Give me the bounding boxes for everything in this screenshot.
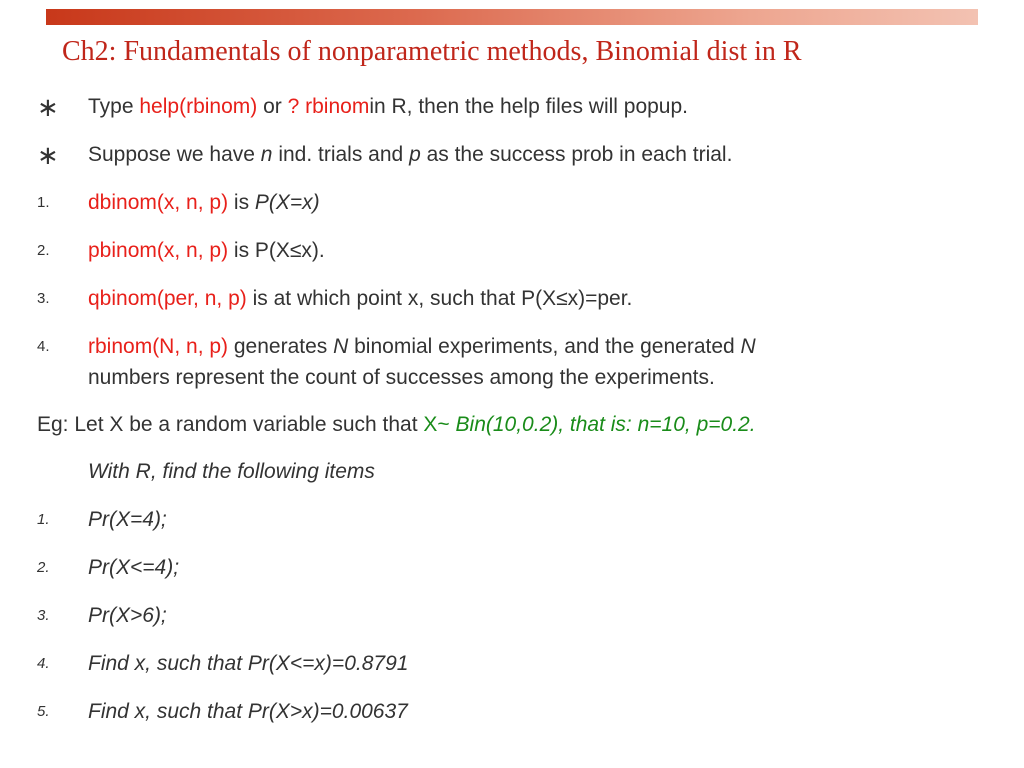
bullet-marker: ∗ bbox=[37, 92, 59, 122]
list-number: 2. bbox=[37, 242, 50, 259]
function-qbinom: qbinom(per, n, p) is at which point x, such that P(X≤x)=per. bbox=[88, 287, 633, 310]
list-number: 1. bbox=[37, 511, 50, 528]
header-gradient-bar bbox=[46, 9, 978, 25]
function-pbinom: pbinom(x, n, p) is P(X≤x). bbox=[88, 239, 325, 262]
list-number: 1. bbox=[37, 194, 50, 211]
example-item: Pr(X<=4); bbox=[88, 556, 180, 579]
distribution-spec: Bin(10,0.2), that is: n=10, p=0.2. bbox=[455, 413, 756, 436]
help-command: help(rbinom) bbox=[139, 95, 258, 118]
example-item: Pr(X=4); bbox=[88, 508, 167, 531]
bullet-marker: ∗ bbox=[37, 140, 59, 170]
list-number: 3. bbox=[37, 607, 50, 624]
bullet-trials: Suppose we have n ind. trials and p as the success prob in each trial. bbox=[88, 143, 733, 166]
function-rbinom: rbinom(N, n, p) generates N binomial experiments, and the generated N bbox=[88, 335, 756, 358]
list-number: 3. bbox=[37, 290, 50, 307]
example-statement: Eg: Let X be a random variable such that X~ Bin(10,0.2), that is: n=10, p=0.2. bbox=[37, 413, 756, 436]
function-rbinom-continued: numbers represent the count of successes among the experiments. bbox=[88, 366, 715, 389]
example-instruction: With R, find the following items bbox=[88, 460, 375, 483]
example-item: Find x, such that Pr(X<=x)=0.8791 bbox=[88, 652, 409, 675]
bullet-help: Type help(rbinom) or ? rbinomin R, then the help files will popup. bbox=[88, 95, 689, 118]
list-number: 4. bbox=[37, 655, 50, 672]
example-item: Find x, such that Pr(X>x)=0.00637 bbox=[88, 700, 408, 723]
list-number: 4. bbox=[37, 338, 50, 355]
list-number: 5. bbox=[37, 703, 50, 720]
example-item: Pr(X>6); bbox=[88, 604, 167, 627]
slide-title: Ch2: Fundamentals of nonparametric methods, Binomial dist in R bbox=[62, 36, 802, 67]
help-command-alt: ? rbinom bbox=[287, 95, 370, 118]
function-dbinom: dbinom(x, n, p) is P(X=x) bbox=[88, 191, 320, 214]
list-number: 2. bbox=[37, 559, 50, 576]
